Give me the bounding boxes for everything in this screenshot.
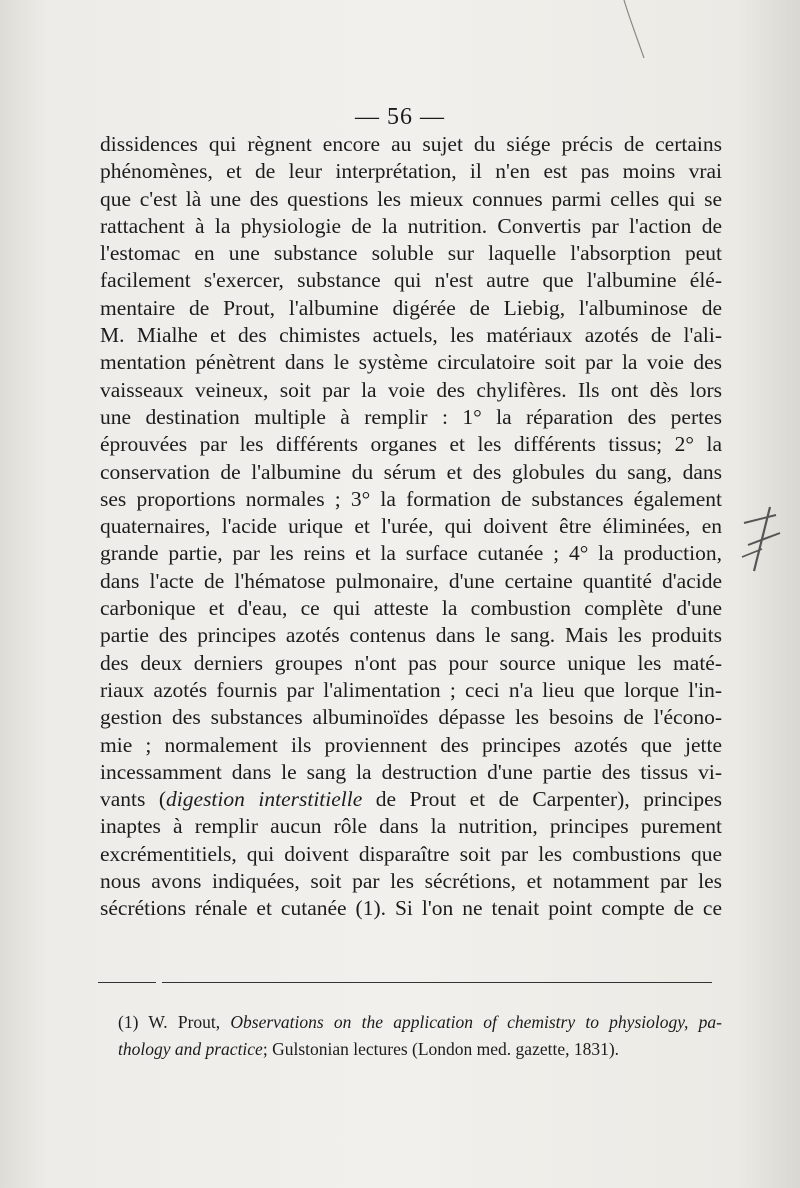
text-line: ses proportions normales ; 3° la formation de substances également	[100, 486, 722, 511]
body-text	[100, 131, 722, 923]
text-line: nous avons indiquées, soit par les sécrétions, et notamment par les	[100, 869, 722, 894]
text-line: phénomènes, et de leur interprétation, il n'en est pas moins vrai	[100, 159, 722, 184]
text-line: des deux derniers groupes n'ont pas pour source unique les maté-	[100, 650, 722, 675]
footnote-title-cont: thology and practice	[118, 1039, 263, 1059]
text-line: dans l'acte de l'hématose pulmonaire, d'une certaine quantité d'acide	[100, 568, 722, 593]
text-segment: de Prout et de Carpenter), principes	[362, 787, 723, 812]
text-line: mentaire de Prout, l'albumine digérée de Liebig, l'albuminose de	[100, 295, 722, 320]
page-edge-crease	[622, 0, 652, 60]
text-line: mentation pénètrent dans le système circulatoire soit par la voie des	[100, 350, 722, 375]
text-line: l'estomac en une substance soluble sur laquelle l'absorption peut	[100, 241, 722, 266]
text-line: M. Mialhe et des chimistes actuels, les matériaux azotés de l'ali-	[100, 323, 722, 348]
footnote-marker: (1) W. Prout,	[118, 1012, 231, 1032]
footnote-rule-short	[98, 982, 156, 983]
text-line: vaisseaux veineux, soit par la voie des chylifères. Ils ont dès lors	[100, 377, 722, 402]
text-line: excrémentitiels, qui doivent disparaître soit par les combustions que	[100, 841, 722, 866]
text-line: riaux azotés fournis par l'alimentation ; ceci n'a lieu que lorque l'in-	[100, 677, 722, 702]
text-line: incessamment dans le sang la destruction d'une partie des tissus vi-	[100, 759, 722, 784]
text-line: partie des principes azotés contenus dans le sang. Mais les produits	[100, 623, 722, 648]
footnote-source: ; Gulstonian lectures (London med. gazette, 1831).	[262, 1039, 620, 1059]
footnote-line	[118, 1036, 722, 1063]
text-line: gestion des substances albuminoïdes dépasse les besoins de l'écono-	[100, 705, 722, 730]
text-line: facilement s'exercer, substance qui n'est autre que l'albumine élé-	[100, 268, 722, 293]
text-segment: vants (	[100, 787, 167, 812]
footnote	[118, 1009, 722, 1063]
text-line: conservation de l'albumine du sérum et des globules du sang, dans	[100, 459, 722, 484]
italic-term: digestion interstitielle	[166, 787, 363, 812]
text-line: inaptes à remplir aucun rôle dans la nutrition, principes purement	[100, 814, 722, 839]
text-line-with-italic	[100, 786, 722, 813]
footnote-line	[118, 1009, 722, 1036]
text-line: quaternaires, l'acide urique et l'urée, qui doivent être éliminées, en	[100, 514, 722, 539]
text-line: grande partie, par les reins et la surface cutanée ; 4° la production,	[100, 541, 722, 566]
text-line: carbonique et d'eau, ce qui atteste la combustion complète d'une	[100, 596, 722, 621]
handwritten-mark	[736, 505, 786, 575]
text-line: dissidences qui règnent encore au sujet du siége précis de certains	[100, 132, 722, 156]
text-line: mie ; normalement ils proviennent des principes azotés que jette	[100, 732, 722, 757]
footnote-rule-long	[162, 982, 712, 983]
text-line: éprouvées par les différents organes et les différents tissus; 2° la	[100, 432, 722, 457]
text-line: une destination multiple à remplir : 1° la réparation des pertes	[100, 404, 722, 429]
page-number: — 56 —	[355, 104, 445, 130]
text-line: rattachent à la physiologie de la nutrition. Convertis par l'action de	[100, 213, 722, 238]
text-line: sécrétions rénale et cutanée (1). Si l'on ne tenait point compte de ce	[100, 896, 722, 921]
footnote-title: Observations on the application of chemistry to physiology, pa-	[230, 1012, 722, 1032]
text-line: que c'est là une des questions les mieux connues parmi celles qui se	[100, 186, 722, 211]
